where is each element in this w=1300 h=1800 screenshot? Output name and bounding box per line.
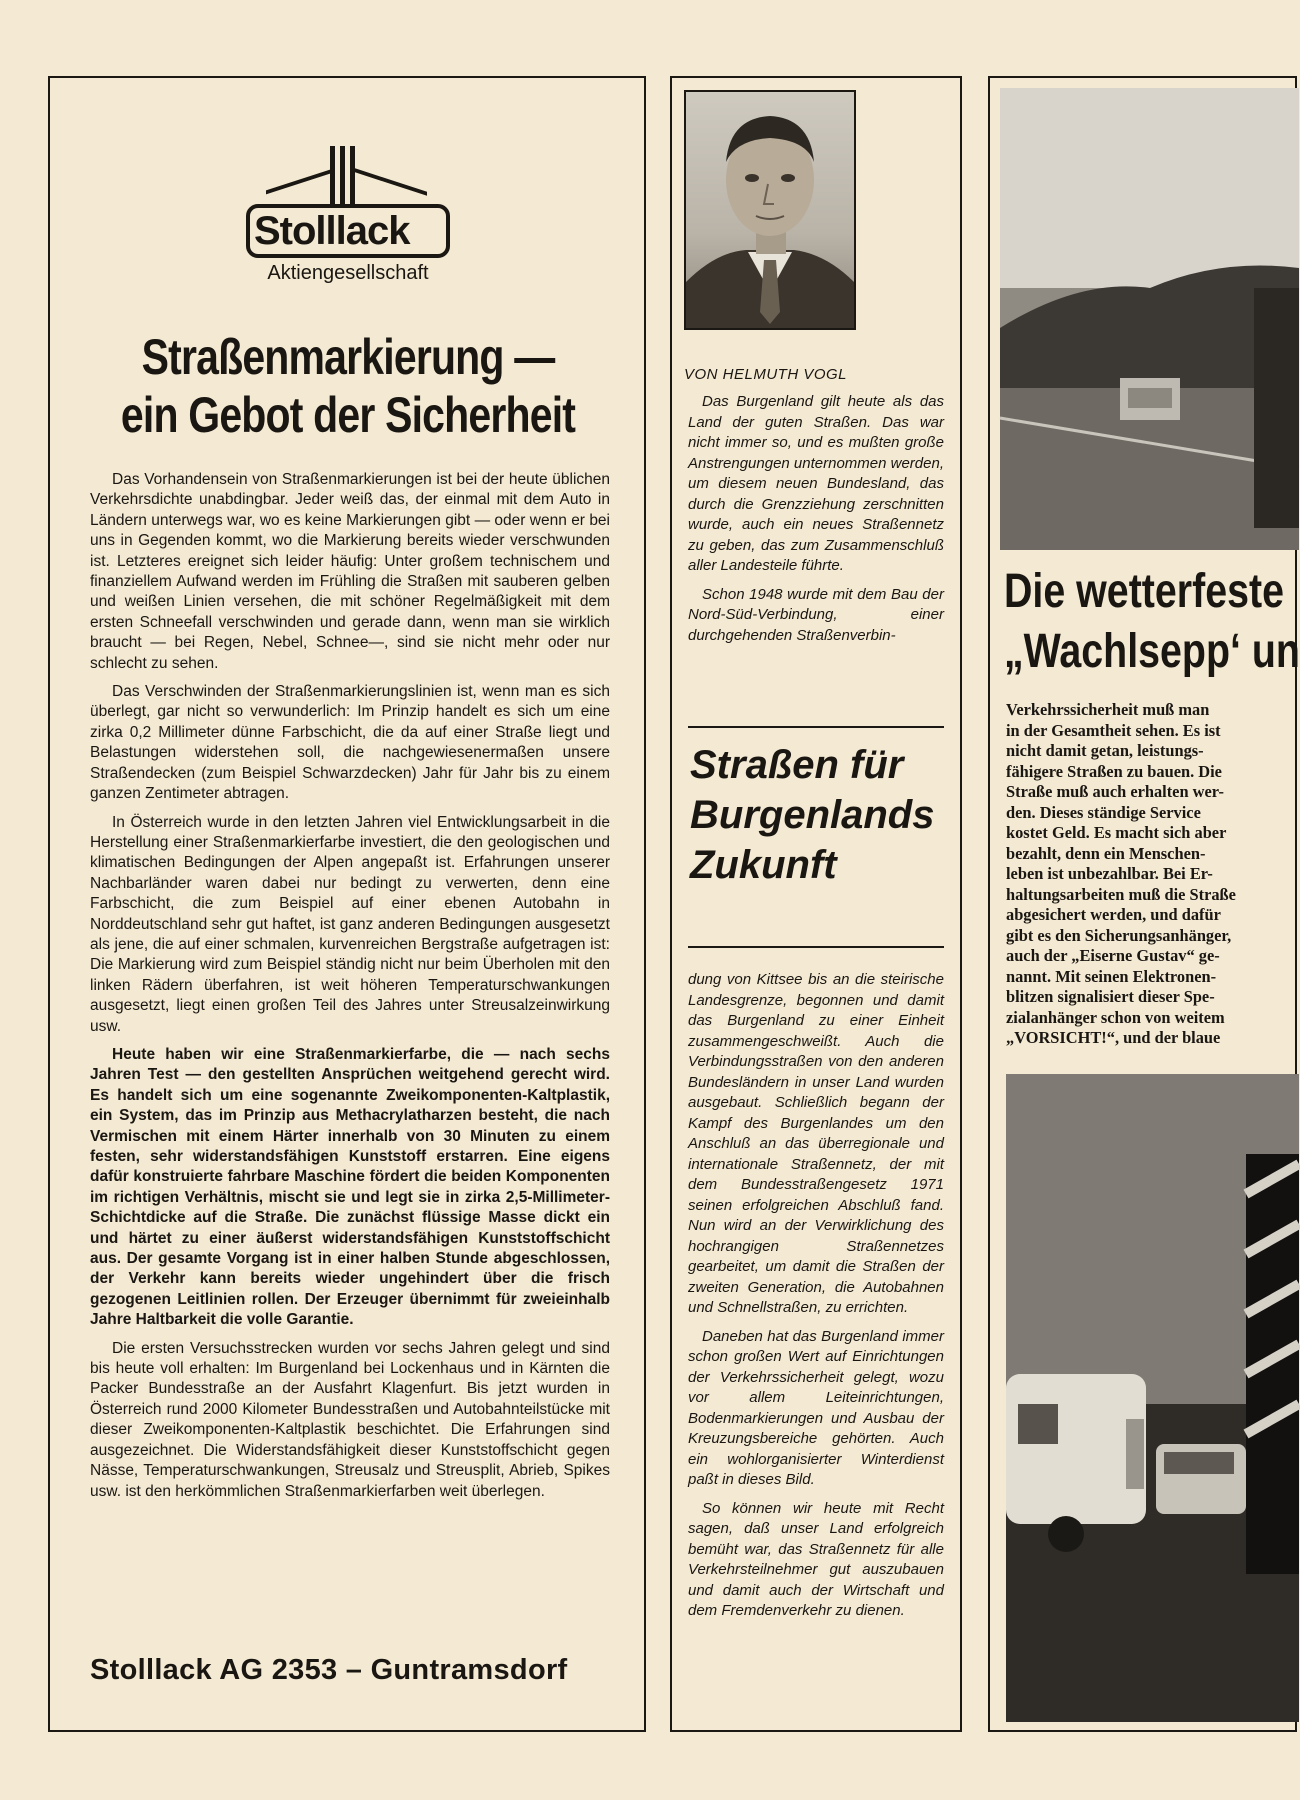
- article-byline: VON HELMUTH VOGL: [684, 366, 848, 383]
- article-headline: Straßen für Burgenlands Zukunft: [690, 743, 935, 887]
- article-paragraph: Das Burgenland gilt heute als das Land der guten Straßen. Das war nicht immer so, und es mußten große Anstrengungen unternommen werden, um diesem neuen Bundesland, das durch die Grenzziehung zerschnitten wurde, auch ein neues Straßennetz zu geben, das zum Zusammenschluß aller Landesteile führte.: [688, 393, 944, 574]
- headline-rule-bottom: [688, 946, 944, 948]
- portrait-illustration: [686, 92, 854, 328]
- ad-paragraph: Das Vorhandensein von Straßenmarkierungen ist bei der heute üblichen Verkehrsdichte unabdingbar. Jeder weiß das, der einmal mit dem Auto in Ländern unterwegs war, wo es keine Markierungen gibt — oder wenn er bei uns in Gegenden kommt, wo die Markierung bereits wieder verschwunden ist. Letzteres ereignet sich leider häufig: Unter großem technischem und finanziellem Aufwand werden im Frühling die Straßen mit sauberen gelben und weißen Linien versehen, die mit schöner Regelmäßigkeit mit dem ersten Schneefall verschwinden und gerade dann, wenn man sie wirklich braucht — bei Regen, Nebel, Schnee—, sind sie nicht mehr oder nur schlecht zu sehen.: [90, 471, 610, 672]
- logo-bar: [340, 146, 345, 204]
- road-scene-illustration: [1000, 88, 1299, 550]
- ad-body: [90, 470, 610, 1510]
- ad-headline-line-1: Straßenmarkierung —: [141, 329, 555, 385]
- ad-paragraph: Die ersten Versuchsstrecken wurden vor sechs Jahren gelegt und sind bis heute voll erhalten: Im Burgenland bei Lockenhaus und in Kärnten die Packer Bundesstraße an der Ausfahrt Klagenfurt. Bis jetzt wurden in Österreich rund 2000 Kilometer Bundesstraßen und Autobahnteilstücke mit dieser Zweikomponenten-Kaltplastik beschichtet. Die Erfahrungen sind ausgezeichnet. Die Widerstandsfähigkeit dieser Kunststoffschicht gegen Nässe, Temperaturschwankungen, Streusalz und Streusplit, Abrieb, Spikes usw. ist den herkömmlichen Straßenmarkierfarben weit überlegen.: [90, 1339, 610, 1500]
- right-article-text: Verkehrssicherheit muß man in der Gesamtheit sehen. Es ist nicht damit getan, leistungs- fähigere Straßen zu bauen. Die Straße muß auch erhalten wer- den. Dieses ständige Service kostet Geld. Es macht sich aber bezahlt, denn ein Menschen- leben ist unbezahlbar. Bei Er- haltungsarbeiten muß die Straße abgesichert werden, und dafür gibt es den Sicherungsanhänger, auch der „Eiserne Gustav“ ge- nannt. Mit seinen Elektronen- blitzen signalisiert dieser Spe- zialanhänger schon von weitem „VORSICHT!“, und der blaue: [1006, 700, 1236, 1047]
- article-box: [670, 76, 962, 1732]
- road-photo: [1000, 88, 1299, 550]
- logo-bar: [330, 146, 335, 204]
- ad-paragraph: In Österreich wurde in den letzten Jahren viel Entwicklungsarbeit in die Herstellung einer Straßenmarkierfarbe investiert, die den geologischen und klimatischen Bedingungen der Alpen angepaßt ist. Erfahrungen unserer Nachbarländer waren dabei nur bedingt zu verwerten, denn eine Farbschicht, die zum Beispiel auf einer ebenen Autobahn in Norddeutschland sehr gut haftet, ist ganz anderen Bedingungen ausgesetzt als jene, die auf einer schmalen, kurvenreichen Bergstraße aufgetragen ist: Die Markierung wird zum Beispiel ständig nicht nur beim Überholen mit den linken Rädern überfahren, ist weit höheren Temperaturschwankungen ausgesetzt, liegt einen großen Teil des Jahres unter Streusalzeinwirkung usw.: [90, 813, 610, 1035]
- article-paragraph: Schon 1948 wurde mit dem Bau der Nord-Süd-Verbindung, einer durchgehenden Straßenverbin-: [688, 585, 944, 644]
- traffic-scene-illustration: [1006, 1074, 1299, 1722]
- author-portrait: [684, 90, 856, 330]
- article-paragraph: Daneben hat das Burgenland immer schon großen Wert auf Einrichtungen der Verkehrssicherheit gelegt, wozu vor allem Leiteinrichtungen, Bodenmarkierungen und Ausbau der Kreuzungsbereiche gehörten. Auch ein wohlorganisierter Winterdienst paßt in dieses Bild.: [688, 1327, 944, 1488]
- stolllack-logo: [246, 146, 456, 296]
- ad-paragraph-bold: Heute haben wir eine Straßenmarkierfarbe, die — nach sechs Jahren Test — den gestellten Ansprüchen weitgehend gerecht wird. Es handelt sich um eine sogenannte Zweikomponenten-Kaltplastik, ein System, das im Prinzip aus Methacrylatharzen besteht, die nach Vermischen mit einem Härter innerhalb von 30 Minuten zu einem festen, sehr widerstandsfähigen Kunststoff erstarren. Eine eigens dafür konstruierte fahrbare Maschine fördert die beiden Komponenten im richtigen Verhältnis, mischt sie und legt sie in zirka 2,5-Millimeter-Schichtdicke auf die Straße. Die zunächst flüssige Masse dickt ein und härtet zu einer äußerst widerstandsfähigen Kunststoffschicht aus. Der gesamte Vorgang ist in einer halben Stunde abgeschlossen, der Verkehr kann bereits wieder ungehindert über die frisch gezogenen Leitlinien rollen. Der Erzeuger übernimmt für zweieinhalb Jahre Haltbarkeit die volle Garantie.: [90, 1045, 610, 1329]
- logo-subtitle: Aktiengesellschaft: [267, 262, 429, 284]
- article-paragraph: So können wir heute mit Recht sagen, daß unser Land erfolgreich bemüht war, das Straßennetz für alle Verkehrsteilnehmer gut auszubauen und damit auch der Wirtschaft und dem Fremdenverkehr zu dienen.: [688, 1499, 944, 1619]
- right-headline: [1004, 562, 1300, 682]
- trailer-photo: [1006, 1074, 1299, 1722]
- ad-footer-address: Stolllack AG 2353 – Guntramsdorf: [90, 1654, 568, 1686]
- right-headline-line-1: Die wetterfeste: [1004, 565, 1285, 618]
- article-paragraph: dung von Kittsee bis an die steirische Landesgrenze, begonnen und damit das Burgenland zu einer Einheit zusammengeschweißt. Auch die Verbindungsstraßen von den anderen Bundesländern in unser Land wurden ausgebaut. Schließlich begann der Kampf des Burgenlandes um den Anschluß an das überregionale und internationale Straßennetz, der mit dem Bundesstraßengesetz 1971 seinen erfolgreichen Abschluß fand. Nun wird an der Verwirklichung des hochrangigen Straßennetzes gearbeitet, um damit die Straßen der zweiten Generation, die Autobahnen und Schnellstraßen, zu errichten.: [688, 971, 944, 1316]
- article-continuation: [688, 970, 944, 1630]
- ad-headline-line-2: ein Gebot der Sicherheit: [120, 387, 576, 443]
- advertisement-box: [48, 76, 646, 1732]
- headline-rule-top: [688, 726, 944, 728]
- article-intro: [688, 392, 944, 654]
- ad-headline: [120, 328, 576, 444]
- ad-paragraph: Das Verschwinden der Straßenmarkierungslinien ist, wenn man es sich überlegt, gar nicht so verwunderlich: Im Prinzip handelt es sich um eine zirka 0,2 Millimeter dünne Farbschicht, die da auf einer Straße liegt und Belastungen widerstehen soll, die nachgewiesenermaßen unsere Straßendecken (zum Beispiel Schwarzdecken) Jahr für Jahr bis zu einem ganzen Zentimeter abtragen.: [90, 683, 610, 803]
- right-article-box: [988, 76, 1300, 1732]
- right-headline-line-2: „Wachlsepp‘ un: [1004, 625, 1300, 678]
- logo-wordmark: Stolllack: [254, 209, 410, 253]
